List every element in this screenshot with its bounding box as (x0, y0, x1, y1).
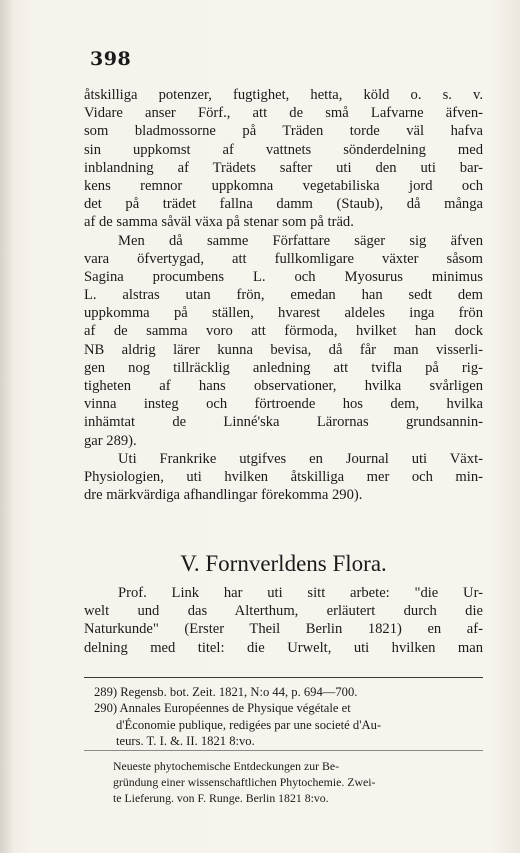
body-line: Sagina procumbens L. och Myosurus minimus (84, 268, 483, 285)
body-line: dre märkvärdiga afhandlingar förekomma 290). (84, 487, 363, 504)
body-line: inblandning af Trädets safter uti den uti bar- (84, 159, 483, 176)
section-text (84, 584, 483, 657)
advertisement-divider (84, 750, 483, 751)
body-line: gar 289). (84, 432, 137, 449)
page-number: 398 (90, 48, 132, 70)
section-line: Naturkunde" (Erster Theil Berlin 1821) en af- (84, 621, 483, 638)
section-line: Prof. Link har uti sitt arbete: "die Ur- (118, 585, 483, 601)
body-line: L. alstras utan frön, emedan han sedt dem (84, 287, 483, 304)
footnote-line: 289) Regensb. bot. Zeit. 1821, N:o 44, p. 694—700. (94, 685, 358, 699)
footnotes (94, 684, 483, 750)
advertisement-line: Neueste phytochemische Entdeckungen zur Be- (113, 759, 340, 773)
body-line: Vidare anser Förf., att de små Lafvarne äfven- (84, 105, 483, 122)
body-line: af de samma voro att förmoda, hvilket han dock (84, 323, 483, 340)
body-line: vinna insteg och förtroende hos dem, hvilka (84, 396, 483, 413)
advertisement (113, 758, 483, 806)
footnote-divider (84, 677, 483, 678)
body-line: uppkomma på ställen, hvarest aldeles inga frön (84, 305, 483, 322)
spine-shadow (0, 0, 14, 853)
body-line: Men då samme Författare säger sig äfven (118, 232, 483, 249)
body-line: NB aldrig lärer kunna bevisa, då får man visserli- (84, 341, 483, 358)
body-line: vara öfvertygad, att fullkomligare växter såsom (84, 250, 483, 267)
section-line: welt und das Alterthum, erläutert durch die (84, 603, 483, 620)
body-line: åtskilliga potenzer, fugtighet, hetta, köld o. s. v. (84, 87, 483, 103)
body-line: Uti Frankrike utgifves en Journal uti Växt- (118, 450, 483, 467)
body-line: inhämtat de Linné'ska Lärornas grundsannin- (84, 414, 483, 431)
footnote-line: 290) Annales Européennes de Physique végétale et (94, 701, 351, 716)
section-heading: V. Fornverldens Flora. (180, 551, 387, 576)
body-line: af de samma såväl växa på stenar som på träd. (84, 214, 354, 231)
body-text (84, 86, 483, 504)
footnote-line: d'Économie publique, redigées par une societé d'Au- (116, 717, 382, 732)
body-line: det på trädet fallna damm (Staub), då många (84, 196, 483, 213)
footnote-line: teurs. T. I. &. II. 1821 8:vo. (116, 734, 255, 749)
body-line: sin uppkomst af vattnets sönderdelning med (84, 141, 483, 158)
advertisement-line: gründung einer wissenschaftlichen Phytochemie. Zwei- (113, 775, 376, 789)
body-line: kens remnor uppkomna vegetabiliska jord och (84, 177, 483, 194)
advertisement-line: te Lieferung. von F. Runge. Berlin 1821 8:vo. (113, 791, 329, 805)
body-line: som bladmossorne på Träden torde väl hafva (84, 123, 483, 140)
section-line: delning med titel: die Urwelt, uti hvilken man (84, 639, 483, 656)
body-line: Physiologien, uti hvilken åtskilliga mer och min- (84, 468, 483, 485)
body-line: gen nog tillräcklig anledning att tvifla på rig- (84, 359, 483, 376)
body-line: tigheten af hans observationer, hvilka svårligen (84, 378, 483, 394)
